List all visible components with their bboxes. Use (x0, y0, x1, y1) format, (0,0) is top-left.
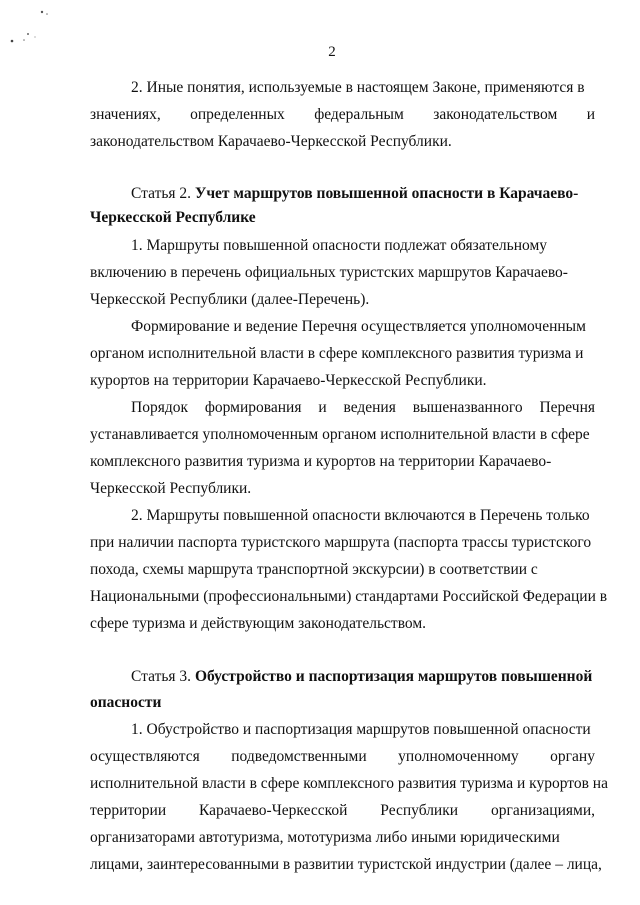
word: и (318, 399, 327, 416)
paragraph-line: 1. Маршруты повышенной опасности подлежат обязательному (131, 237, 548, 254)
word: ведения (343, 399, 396, 416)
word: Республики (380, 802, 459, 819)
paragraph-line: курортов на территории Карачаево-Черкесской Республики. (90, 372, 487, 389)
word: органу (550, 748, 595, 765)
paragraph-line: Формирование и ведение Перечня осуществляется уполномоченным (131, 318, 586, 335)
paragraph-line: включению в перечень официальных туристских маршрутов Карачаево- (90, 264, 568, 281)
article-2-heading (131, 184, 595, 204)
paragraph-line (131, 398, 595, 418)
paragraph-line: устанавливается уполномоченным органом исполнительной власти в сфере (90, 426, 590, 443)
word: формирования (204, 399, 302, 416)
paragraph-line: законодательством Карачаево-Черкесской Республики. (90, 133, 452, 150)
paragraph-line: при наличии паспорта туристского маршрута (паспорта трассы туристского (90, 534, 592, 551)
paragraph-line: исполнительной власти в сфере комплексного развития туризма и курортов на (90, 775, 608, 792)
paragraph-line: Черкесской Республики (далее-Перечень). (90, 291, 370, 308)
paragraph-line: 2. Иные понятия, используемые в настоящем Законе, применяются в (131, 79, 585, 96)
word: и (586, 106, 595, 123)
paragraph-line: похода, схемы маршрута транспортной экскурсии) в соответствии с (90, 561, 538, 578)
article-3-prefix: Статья 3. (131, 668, 192, 685)
paragraph-line: организаторами автотуризма, мототуризма либо иными юридическими (90, 829, 560, 846)
paragraph-line: 1. Обустройство и паспортизация маршрутов повышенной опасности (131, 721, 591, 738)
paragraph-line: сфере туризма и действующим законодательством. (90, 615, 427, 632)
paragraph-line: комплексного развития туризма и курортов на территории Карачаево- (90, 453, 552, 470)
word: законодательством (433, 106, 558, 123)
paragraph-line: органом исполнительной власти в сфере комплексного развития туризма и (90, 345, 584, 362)
paragraph-line (90, 747, 595, 767)
article-2-prefix: Статья 2. (131, 185, 192, 202)
word: федеральным (314, 106, 404, 123)
paragraph-line (90, 801, 595, 821)
article-3-title: Обустройство и паспортизация маршрутов повышенной (194, 668, 593, 685)
word: вышеназванного (412, 399, 523, 416)
word: определенных (190, 106, 285, 123)
paragraph-line: лицами, заинтересованными в развитии туристской индустрии (далее – лица, (90, 856, 602, 873)
word: значениях, (90, 106, 161, 123)
word: территории (90, 802, 167, 819)
word: Порядок (131, 399, 188, 416)
word: уполномоченному (398, 748, 519, 765)
word: осуществляются (90, 748, 200, 765)
article-2-title-cont: Черкесской Республике (90, 209, 256, 226)
paragraph-line: Национальными (профессиональными) стандартами Российской Федерации в (90, 588, 608, 605)
word: Карачаево-Черкесской (199, 802, 348, 819)
word: подведомственными (231, 748, 367, 765)
word: организациями, (490, 802, 595, 819)
page-number: 2 (328, 44, 336, 60)
paragraph-line: Черкесской Республики. (90, 480, 252, 497)
article-3-title-cont: опасности (90, 694, 162, 711)
article-3-heading (131, 667, 595, 687)
paragraph-line: 2. Маршруты повышенной опасности включаются в Перечень только (131, 507, 590, 524)
paragraph-line (90, 105, 595, 125)
article-2-title: Учет маршрутов повышенной опасности в Карачаево- (194, 185, 579, 202)
word: Перечня (539, 399, 595, 416)
